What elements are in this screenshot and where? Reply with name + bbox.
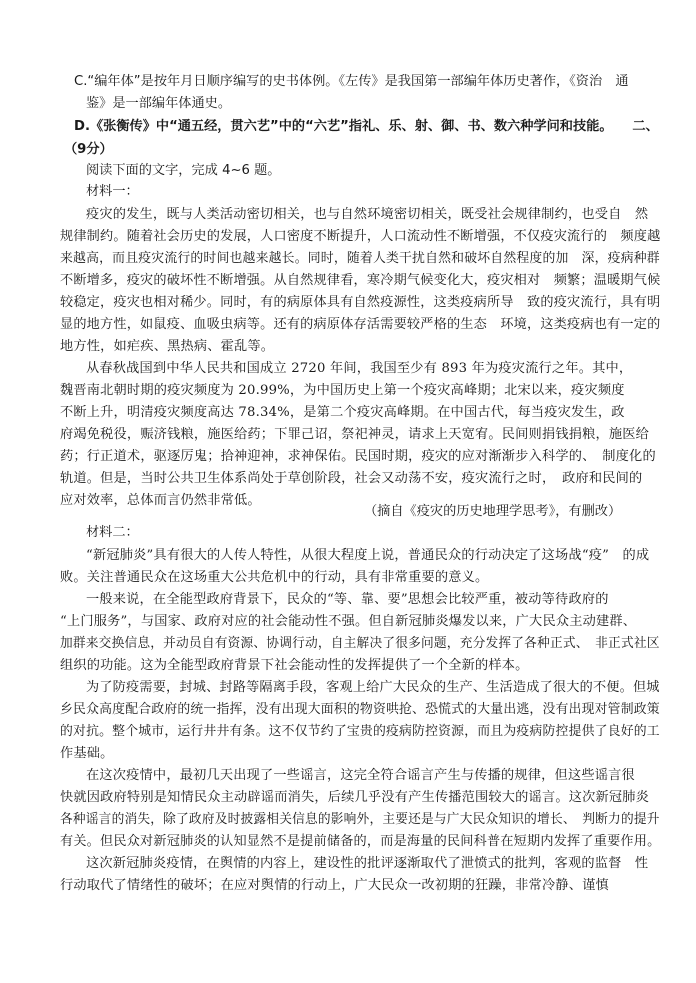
reading-instruction: 阅读下面的文字，完成 4~6 题。 xyxy=(86,163,281,178)
paragraph-line: 败。关注普通民众在这场重大公共危机中的行动，具有非常重要的意义。 xyxy=(60,570,489,585)
paragraph-line: 地方性，如疟疾、黑热病、霍乱等。 xyxy=(60,339,275,354)
paragraph-line: 在这次疫情中，最初几天出现了一些谣言，这完全符合谣言产生与传播的规律，但这些谣言很 xyxy=(86,768,635,783)
paragraph-line: 府竭免税役，赈济钱粮，施医给药；下罪己诏，祭祀神灵，请求上天宽宥。民间则捐钱捐粮，施医给 xyxy=(60,427,650,442)
material-1-source: （摘自《疫灾的历史地理学思考》，有删改） xyxy=(364,504,622,519)
paragraph-line: 行动取代了情绪性的破坏；在应对舆情的行动上，广大民众一改初期的狂躁，非常冷静、谨慎 xyxy=(60,878,609,893)
paragraph-line: 这次新冠肺炎疫情，在舆情的内容上，建设性的批评逐渐取代了泄愤式的批判，客观的监督 性 xyxy=(86,856,649,871)
paragraph-line: 魏晋南北朝时期的疫灾频度为 20.99%，为中国历史上第一个疫灾高峰期；北宋以来，疫灾频度 xyxy=(60,383,625,398)
paragraph-line: 各种谣言的消失，除了政府及时披露相关信息的影响外，主要还是与广大民众知识的增长、 判断力的提升 xyxy=(60,812,660,827)
paragraph-line: 从春秋战国到中华人民共和国成立 2720 年间，我国至少有 893 年为疫灾流行之年。其中， xyxy=(86,361,633,376)
paragraph-line: 有关。但民众对新冠肺炎的认知显然不是提前储备的，而是海量的民间科普在短期内发挥了重要作用。 xyxy=(60,834,661,849)
paragraph-line: 为了防疫需要，封城、封路等隔离手段，客观上给广大民众的生产、生活造成了很大的不便。但城 xyxy=(86,680,660,695)
section-score: （9分） xyxy=(64,142,113,157)
paragraph-line: 不断上升，明清疫灾频度高达 78.34%，是第二个疫灾高峰期。在中国古代，每当疫灾发生，政 xyxy=(60,405,625,420)
paragraph-line: 显的地方性，如鼠疫、血吸虫病等。还有的病原体存活需要较严格的生态 环境，这类疫病也有一定的 xyxy=(60,317,661,332)
option-d-line-1: D.《张衡传》中“通五经，贯六艺”中的“六艺”指礼、乐、射、御、书、数六种学问和技能。 二、 xyxy=(74,119,659,134)
paragraph-line: “上门服务”，与国家、政府对应的社会能动性不强。但自新冠肺炎爆发以来，广大民众主动建群、 xyxy=(60,614,637,629)
paragraph-line: 疫灾的发生，既与人类活动密切相关，也与自然环境密切相关，既受社会规律制约，也受自 然 xyxy=(86,207,649,222)
material-1-heading: 材料一： xyxy=(86,184,139,199)
paragraph-line: 乡民众高度配合政府的统一指挥，没有出现大面积的物资哄抢、恐慌式的大量出逃，没有出现对管制政策 xyxy=(60,702,660,717)
material-2-heading: 材料二： xyxy=(86,525,139,540)
paragraph-line: 一般来说，在全能型政府背景下，民众的“等、靠、要”思想会比较严重，被动等待政府的 xyxy=(86,592,609,607)
paragraph-line: 规律制约。随着社会历史的发展，人口密度不断提升，人口流动性不断增强，不仅疫灾流行的 频度越 xyxy=(60,229,661,244)
paragraph-line: 的对抗。整个城市，运行井井有条。这不仅节约了宝贵的疫病防控资源，而且为疫病防控提供了良好的工 xyxy=(60,724,660,739)
paragraph-line: 较稳定，疫灾也相对稀少。同时，有的病原体具有自然疫源性，这类疫病所导 致的疫灾流行，具有明 xyxy=(60,295,661,310)
paragraph-line: 轨道。但是，当时公共卫生体系尚处于草创阶段，社会又动荡不安，疫灾流行之时， 政府和民间的 xyxy=(60,471,643,486)
paragraph-line: 来越高，而且疫灾流行的时间也越来越长。同时，随着人类干扰自然和破坏自然程度的加 深，疫病种群 xyxy=(60,251,660,266)
paragraph-line: “新冠肺炎”具有很大的人传人特性，从很大程度上说，普通民众的行动决定了这场战“疫” 的成 xyxy=(86,548,650,563)
option-c-line-2: 鉴》是一部编年体通史。 xyxy=(86,96,232,111)
paragraph-line: 应对效率，总体而言仍然非常低。 xyxy=(60,493,261,508)
paragraph-line: 加群来交换信息，并动员自有资源、协调行动，自主解决了很多问题，充分发挥了各种正式、 非正式社区 xyxy=(60,636,660,651)
paragraph-line: 组织的功能。这为全能型政府背景下社会能动性的发挥提供了一个全新的样本。 xyxy=(60,658,529,673)
option-c-line-1: C.“编年体”是按年月日顺序编写的史书体例。《左传》是我国第一部编年体历史著作，《资治 通 xyxy=(74,74,629,89)
paragraph-line: 药；行正道术，驱逐厉鬼；拾神迎神，求神保佑。民国时期，疫灾的应对渐渐步入科学的、 制度化的 xyxy=(60,449,656,464)
paragraph-line: 作基础。 xyxy=(60,746,114,761)
paragraph-line: 不断增多，疫灾的破坏性不断增强。从自然规律看，寒冷期气候变化大，疫灾相对 频繁；温暖期气候 xyxy=(60,273,661,288)
paragraph-line: 快就因政府特别是知情民众主动辟谣而消失，后续几乎没有产生传播范围较大的谣言。这次新冠肺炎 xyxy=(60,790,650,805)
